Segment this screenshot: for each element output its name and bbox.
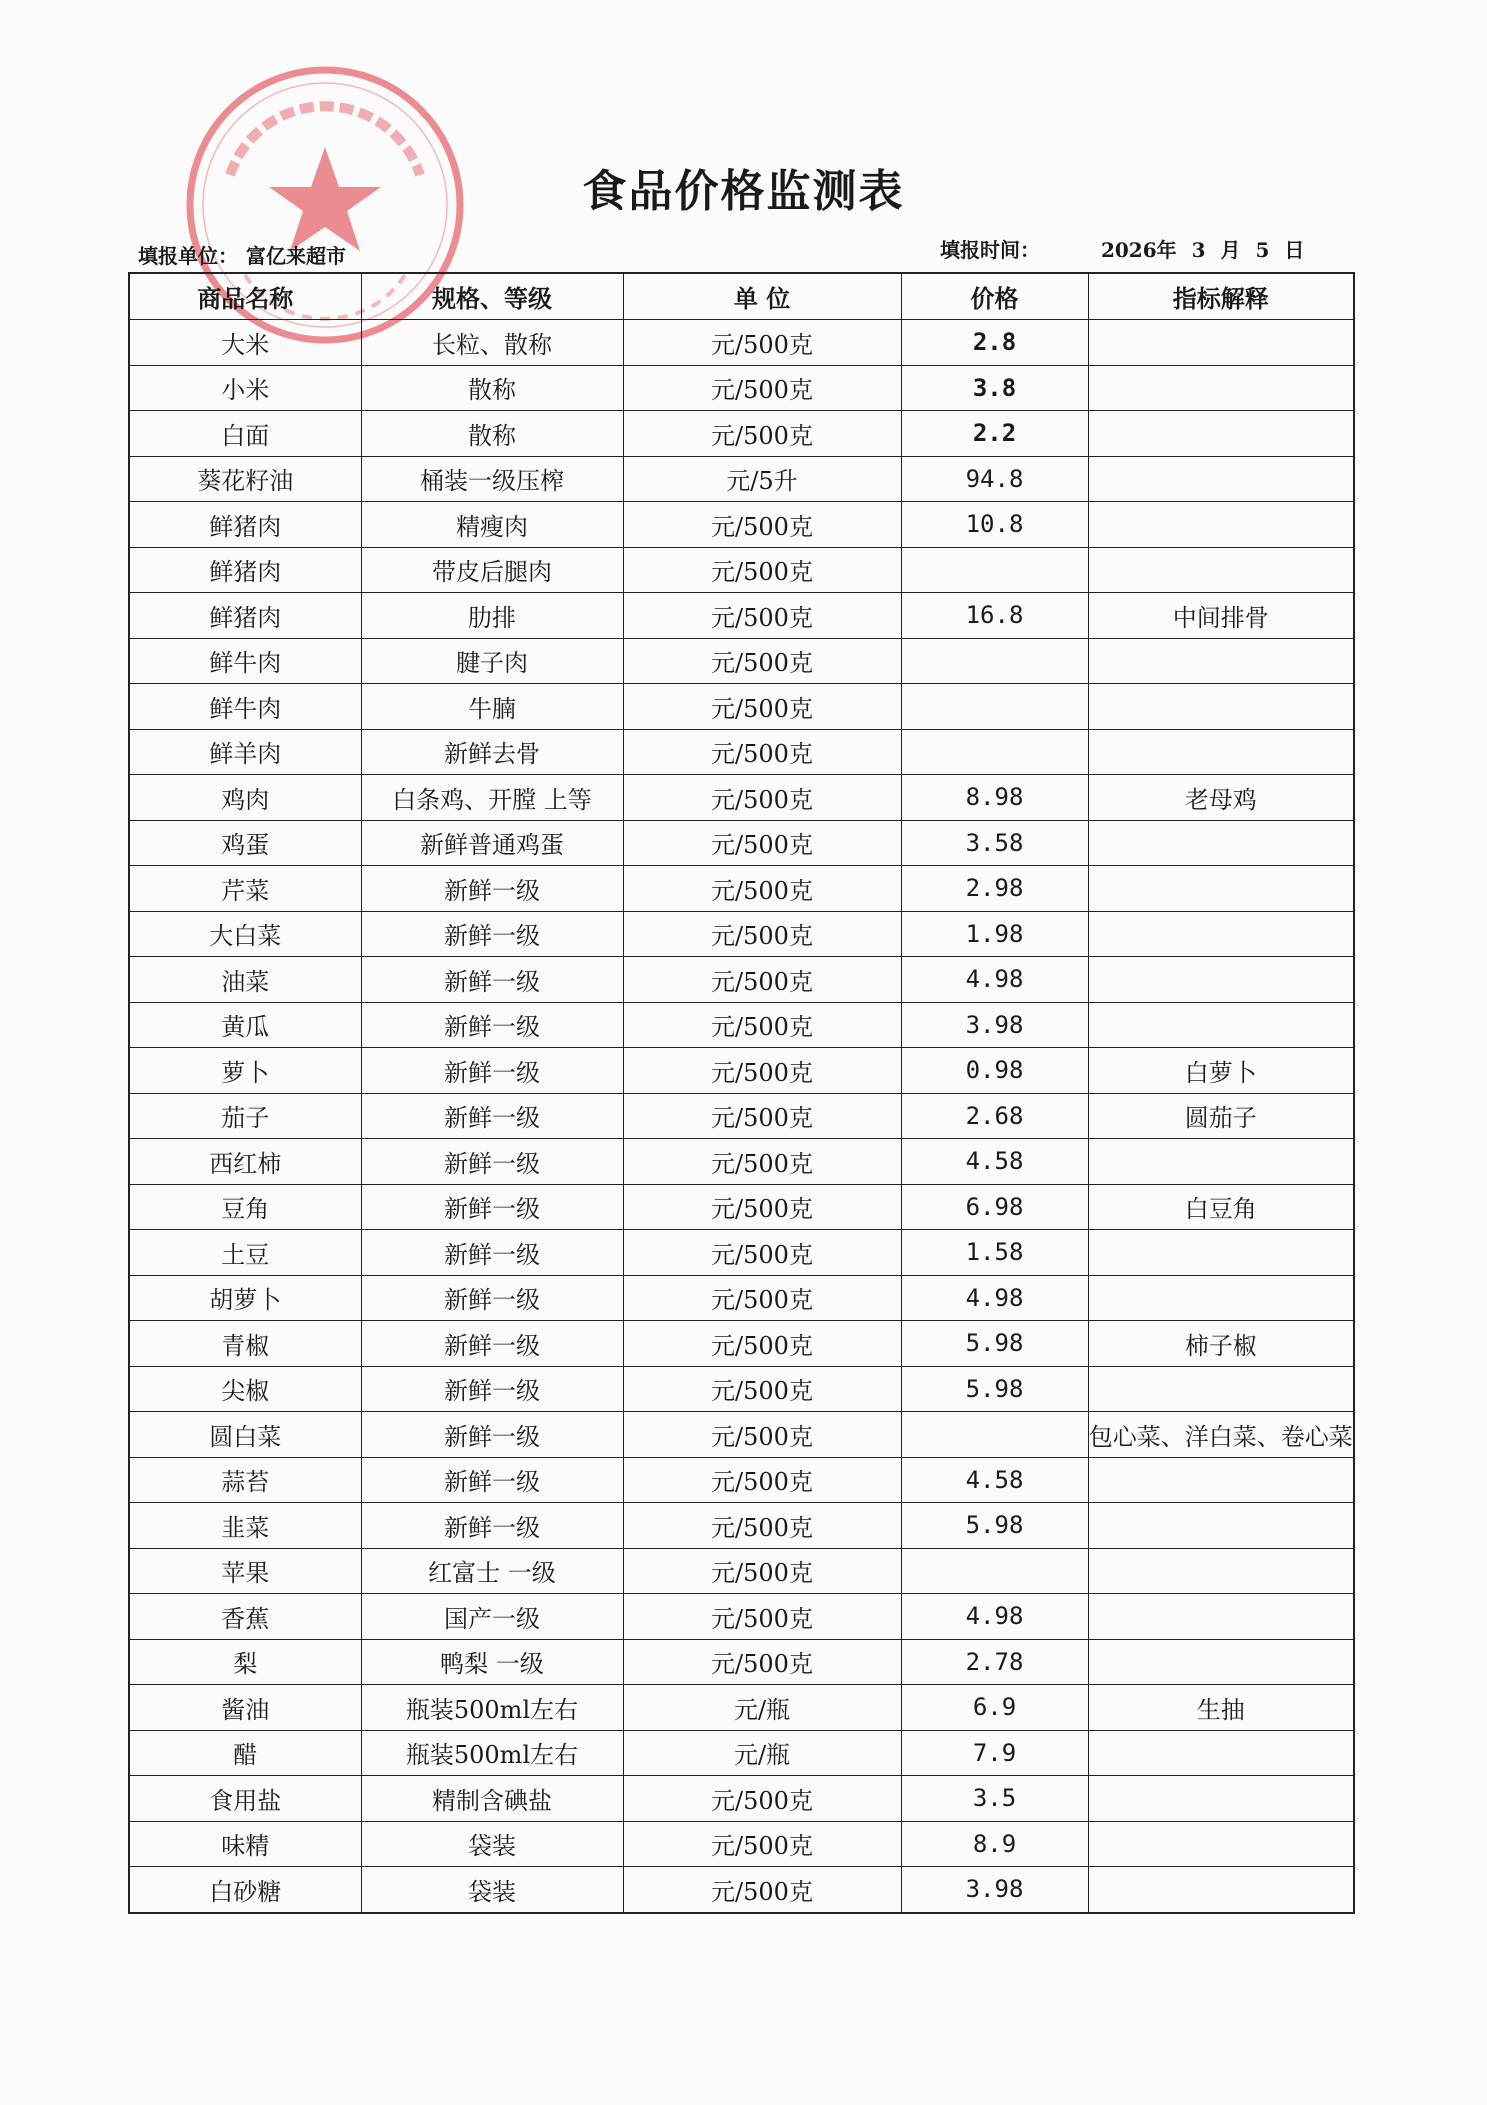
header-price: 价格 xyxy=(901,273,1088,320)
table-row xyxy=(129,1821,1354,1867)
cell-spec: 新鲜一级 xyxy=(361,1093,623,1139)
cell-note: 老母鸡 xyxy=(1088,775,1354,821)
cell-note xyxy=(1088,684,1354,730)
date-month-unit: 月 xyxy=(1220,238,1241,262)
table-row xyxy=(129,866,1354,912)
cell-note xyxy=(1088,1230,1354,1276)
cell-spec: 桶装一级压榨 xyxy=(361,456,623,502)
cell-note xyxy=(1088,1366,1354,1412)
cell-name: 鸡肉 xyxy=(129,775,361,821)
table-row xyxy=(129,1321,1354,1367)
cell-price: 4.98 xyxy=(901,1594,1088,1640)
cell-unit: 元/500克 xyxy=(623,320,901,366)
cell-price: 5.98 xyxy=(901,1366,1088,1412)
cell-note xyxy=(1088,1867,1354,1913)
cell-note xyxy=(1088,456,1354,502)
cell-unit: 元/瓶 xyxy=(623,1730,901,1776)
cell-note xyxy=(1088,638,1354,684)
cell-name: 芹菜 xyxy=(129,866,361,912)
cell-spec: 肋排 xyxy=(361,593,623,639)
cell-note xyxy=(1088,1594,1354,1640)
cell-spec: 红富士 一级 xyxy=(361,1548,623,1594)
cell-note xyxy=(1088,1821,1354,1867)
date-day: 5 xyxy=(1255,238,1270,262)
table-row xyxy=(129,1093,1354,1139)
table-row xyxy=(129,1639,1354,1685)
cell-name: 鲜牛肉 xyxy=(129,684,361,730)
cell-price: 2.8 xyxy=(901,320,1088,366)
table-row xyxy=(129,1139,1354,1185)
cell-spec: 袋装 xyxy=(361,1821,623,1867)
cell-name: 醋 xyxy=(129,1730,361,1776)
cell-unit: 元/500克 xyxy=(623,775,901,821)
cell-unit: 元/500克 xyxy=(623,1457,901,1503)
table-row xyxy=(129,320,1354,366)
cell-name: 香蕉 xyxy=(129,1594,361,1640)
header-note: 指标解释 xyxy=(1088,273,1354,320)
table-row xyxy=(129,1685,1354,1731)
cell-price: 6.9 xyxy=(901,1685,1088,1731)
cell-price: 4.98 xyxy=(901,1275,1088,1321)
cell-spec: 袋装 xyxy=(361,1867,623,1913)
cell-note: 生抽 xyxy=(1088,1685,1354,1731)
cell-spec: 新鲜去骨 xyxy=(361,729,623,775)
cell-note: 柿子椒 xyxy=(1088,1321,1354,1367)
table-row xyxy=(129,1275,1354,1321)
cell-spec: 精制含碘盐 xyxy=(361,1776,623,1822)
cell-spec: 瓶装500ml左右 xyxy=(361,1685,623,1731)
reporter-label: 填报单位： xyxy=(138,244,238,268)
table-header-row xyxy=(129,273,1354,320)
cell-unit: 元/500克 xyxy=(623,1412,901,1458)
cell-price: 3.58 xyxy=(901,820,1088,866)
cell-name: 苹果 xyxy=(129,1548,361,1594)
cell-spec: 新鲜一级 xyxy=(361,1321,623,1367)
cell-spec: 新鲜一级 xyxy=(361,1457,623,1503)
cell-unit: 元/500克 xyxy=(623,411,901,457)
cell-name: 酱油 xyxy=(129,1685,361,1731)
cell-note xyxy=(1088,1457,1354,1503)
cell-name: 萝卜 xyxy=(129,1048,361,1094)
table-row xyxy=(129,411,1354,457)
cell-name: 大白菜 xyxy=(129,911,361,957)
cell-price: 0.98 xyxy=(901,1048,1088,1094)
cell-unit: 元/500克 xyxy=(623,1139,901,1185)
table-row xyxy=(129,1412,1354,1458)
cell-spec: 腱子肉 xyxy=(361,638,623,684)
cell-name: 豆角 xyxy=(129,1184,361,1230)
cell-note: 白萝卜 xyxy=(1088,1048,1354,1094)
cell-spec: 牛腩 xyxy=(361,684,623,730)
date-year: 2026年 xyxy=(1100,238,1177,262)
cell-unit: 元/500克 xyxy=(623,911,901,957)
cell-price: 3.5 xyxy=(901,1776,1088,1822)
cell-unit: 元/500克 xyxy=(623,1321,901,1367)
header-name: 商品名称 xyxy=(129,273,361,320)
cell-spec: 新鲜一级 xyxy=(361,1002,623,1048)
cell-spec: 国产一级 xyxy=(361,1594,623,1640)
cell-note: 中间排骨 xyxy=(1088,593,1354,639)
table-row xyxy=(129,502,1354,548)
header-spec: 规格、等级 xyxy=(361,273,623,320)
cell-price xyxy=(901,729,1088,775)
cell-unit: 元/500克 xyxy=(623,1093,901,1139)
cell-spec: 新鲜一级 xyxy=(361,1184,623,1230)
cell-price: 4.58 xyxy=(901,1139,1088,1185)
cell-name: 梨 xyxy=(129,1639,361,1685)
cell-unit: 元/500克 xyxy=(623,1776,901,1822)
table-row xyxy=(129,1366,1354,1412)
cell-name: 小米 xyxy=(129,365,361,411)
cell-unit: 元/500克 xyxy=(623,957,901,1003)
cell-price: 8.9 xyxy=(901,1821,1088,1867)
table-row xyxy=(129,1594,1354,1640)
cell-price: 2.68 xyxy=(901,1093,1088,1139)
cell-note: 包心菜、洋白菜、卷心菜 xyxy=(1088,1412,1354,1458)
table-row xyxy=(129,729,1354,775)
table-row xyxy=(129,638,1354,684)
cell-name: 尖椒 xyxy=(129,1366,361,1412)
cell-unit: 元/瓶 xyxy=(623,1685,901,1731)
cell-name: 鲜猪肉 xyxy=(129,502,361,548)
table-row xyxy=(129,1048,1354,1094)
table-row xyxy=(129,365,1354,411)
cell-unit: 元/500克 xyxy=(623,1867,901,1913)
cell-unit: 元/500克 xyxy=(623,1503,901,1549)
cell-note xyxy=(1088,1730,1354,1776)
cell-price: 94.8 xyxy=(901,456,1088,502)
cell-price: 1.98 xyxy=(901,911,1088,957)
cell-note xyxy=(1088,957,1354,1003)
table-row xyxy=(129,1730,1354,1776)
cell-note xyxy=(1088,911,1354,957)
cell-spec: 新鲜一级 xyxy=(361,957,623,1003)
cell-unit: 元/500克 xyxy=(623,1184,901,1230)
cell-spec: 精瘦肉 xyxy=(361,502,623,548)
table-row xyxy=(129,1230,1354,1276)
cell-price: 2.78 xyxy=(901,1639,1088,1685)
cell-name: 胡萝卜 xyxy=(129,1275,361,1321)
date-month: 3 xyxy=(1191,238,1206,262)
cell-price: 5.98 xyxy=(901,1321,1088,1367)
cell-name: 青椒 xyxy=(129,1321,361,1367)
cell-unit: 元/500克 xyxy=(623,1594,901,1640)
cell-price xyxy=(901,547,1088,593)
cell-unit: 元/500克 xyxy=(623,502,901,548)
cell-note xyxy=(1088,729,1354,775)
cell-spec: 新鲜一级 xyxy=(361,1139,623,1185)
cell-price xyxy=(901,1412,1088,1458)
table-row xyxy=(129,684,1354,730)
cell-spec: 新鲜一级 xyxy=(361,1412,623,1458)
cell-note xyxy=(1088,1002,1354,1048)
cell-note xyxy=(1088,320,1354,366)
cell-name: 鲜猪肉 xyxy=(129,547,361,593)
table-row xyxy=(129,1002,1354,1048)
cell-note xyxy=(1088,1503,1354,1549)
cell-spec: 瓶装500ml左右 xyxy=(361,1730,623,1776)
cell-unit: 元/500克 xyxy=(623,1002,901,1048)
cell-name: 黄瓜 xyxy=(129,1002,361,1048)
table-row xyxy=(129,456,1354,502)
cell-note xyxy=(1088,1776,1354,1822)
table-row xyxy=(129,1776,1354,1822)
table-row xyxy=(129,957,1354,1003)
cell-spec: 散称 xyxy=(361,411,623,457)
cell-spec: 新鲜一级 xyxy=(361,866,623,912)
cell-name: 鸡蛋 xyxy=(129,820,361,866)
cell-name: 西红柿 xyxy=(129,1139,361,1185)
cell-spec: 白条鸡、开膛 上等 xyxy=(361,775,623,821)
report-date xyxy=(940,234,1304,263)
cell-unit: 元/500克 xyxy=(623,684,901,730)
cell-name: 鲜牛肉 xyxy=(129,638,361,684)
cell-note xyxy=(1088,411,1354,457)
cell-spec: 鸭梨 一级 xyxy=(361,1639,623,1685)
cell-price: 6.98 xyxy=(901,1184,1088,1230)
cell-name: 鲜猪肉 xyxy=(129,593,361,639)
cell-unit: 元/500克 xyxy=(623,547,901,593)
table-row xyxy=(129,547,1354,593)
table-row xyxy=(129,1503,1354,1549)
cell-name: 白砂糖 xyxy=(129,1867,361,1913)
cell-spec: 新鲜一级 xyxy=(361,1366,623,1412)
cell-note xyxy=(1088,1548,1354,1594)
cell-price: 10.8 xyxy=(901,502,1088,548)
cell-price: 1.58 xyxy=(901,1230,1088,1276)
cell-price: 4.98 xyxy=(901,957,1088,1003)
cell-unit: 元/500克 xyxy=(623,1639,901,1685)
table-row xyxy=(129,911,1354,957)
cell-note xyxy=(1088,365,1354,411)
cell-name: 茄子 xyxy=(129,1093,361,1139)
cell-name: 味精 xyxy=(129,1821,361,1867)
cell-unit: 元/500克 xyxy=(623,638,901,684)
page-title: 食品价格监测表 xyxy=(582,166,905,217)
cell-unit: 元/500克 xyxy=(623,1230,901,1276)
reporter-value: 富亿来超市 xyxy=(246,244,346,268)
table-row xyxy=(129,1457,1354,1503)
cell-note xyxy=(1088,1275,1354,1321)
cell-note xyxy=(1088,1639,1354,1685)
cell-spec: 新鲜一级 xyxy=(361,1503,623,1549)
price-table xyxy=(128,272,1355,1914)
cell-note xyxy=(1088,502,1354,548)
cell-price xyxy=(901,638,1088,684)
cell-price xyxy=(901,684,1088,730)
header-unit: 单 位 xyxy=(623,273,901,320)
cell-note: 白豆角 xyxy=(1088,1184,1354,1230)
cell-unit: 元/500克 xyxy=(623,729,901,775)
cell-unit: 元/500克 xyxy=(623,1048,901,1094)
cell-spec: 新鲜一级 xyxy=(361,911,623,957)
cell-unit: 元/5升 xyxy=(623,456,901,502)
cell-price: 3.98 xyxy=(901,1867,1088,1913)
cell-name: 白面 xyxy=(129,411,361,457)
cell-price: 4.58 xyxy=(901,1457,1088,1503)
cell-unit: 元/500克 xyxy=(623,1275,901,1321)
table-row xyxy=(129,775,1354,821)
cell-price xyxy=(901,1548,1088,1594)
cell-spec: 带皮后腿肉 xyxy=(361,547,623,593)
reporter-info xyxy=(138,240,346,269)
cell-unit: 元/500克 xyxy=(623,820,901,866)
cell-unit: 元/500克 xyxy=(623,866,901,912)
cell-unit: 元/500克 xyxy=(623,1366,901,1412)
table-row xyxy=(129,1548,1354,1594)
cell-price: 3.98 xyxy=(901,1002,1088,1048)
table-row xyxy=(129,820,1354,866)
cell-price: 7.9 xyxy=(901,1730,1088,1776)
cell-spec: 新鲜一级 xyxy=(361,1048,623,1094)
cell-note xyxy=(1088,547,1354,593)
cell-spec: 新鲜普通鸡蛋 xyxy=(361,820,623,866)
cell-name: 葵花籽油 xyxy=(129,456,361,502)
cell-name: 蒜苔 xyxy=(129,1457,361,1503)
cell-name: 圆白菜 xyxy=(129,1412,361,1458)
cell-price: 16.8 xyxy=(901,593,1088,639)
cell-price: 2.2 xyxy=(901,411,1088,457)
cell-name: 大米 xyxy=(129,320,361,366)
cell-spec: 长粒、散称 xyxy=(361,320,623,366)
cell-note xyxy=(1088,1139,1354,1185)
cell-unit: 元/500克 xyxy=(623,365,901,411)
cell-note xyxy=(1088,820,1354,866)
table-row xyxy=(129,1184,1354,1230)
date-day-unit: 日 xyxy=(1284,238,1305,262)
cell-unit: 元/500克 xyxy=(623,1548,901,1594)
cell-unit: 元/500克 xyxy=(623,593,901,639)
cell-unit: 元/500克 xyxy=(623,1821,901,1867)
cell-name: 食用盐 xyxy=(129,1776,361,1822)
cell-name: 油菜 xyxy=(129,957,361,1003)
cell-spec: 散称 xyxy=(361,365,623,411)
cell-price: 8.98 xyxy=(901,775,1088,821)
table-row xyxy=(129,1867,1354,1913)
table-row xyxy=(129,593,1354,639)
cell-price: 2.98 xyxy=(901,866,1088,912)
cell-note: 圆茄子 xyxy=(1088,1093,1354,1139)
cell-note xyxy=(1088,866,1354,912)
cell-name: 土豆 xyxy=(129,1230,361,1276)
cell-price: 3.8 xyxy=(901,365,1088,411)
cell-spec: 新鲜一级 xyxy=(361,1230,623,1276)
cell-spec: 新鲜一级 xyxy=(361,1275,623,1321)
date-label: 填报时间： xyxy=(940,238,1040,262)
cell-price: 5.98 xyxy=(901,1503,1088,1549)
cell-name: 鲜羊肉 xyxy=(129,729,361,775)
cell-name: 韭菜 xyxy=(129,1503,361,1549)
